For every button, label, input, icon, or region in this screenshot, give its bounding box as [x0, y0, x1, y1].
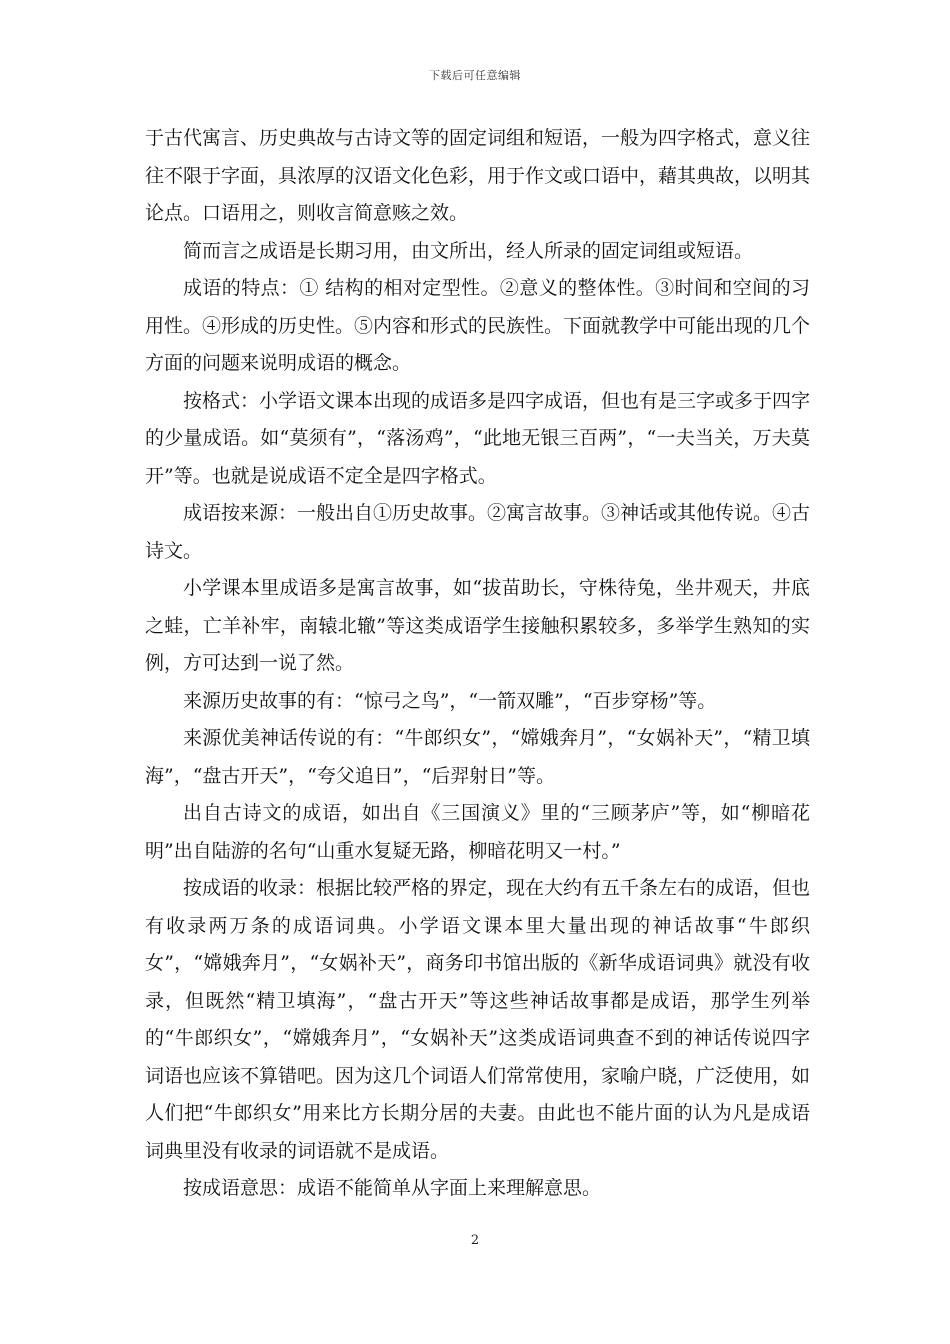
page-header: 下载后可任意编辑	[429, 69, 521, 82]
paragraph-9: 出自古诗文的成语，如出自《三国演义》里的“三顾茅庐”等，如“柳暗花明”出自陆游的名句“山重水复疑无路，柳暗花明又一村。”	[145, 802, 810, 862]
paragraph-7: 来源历史故事的有：“惊弓之鸟”，“一箭双雕”，“百步穿杨”等。	[183, 689, 717, 712]
paragraph-1: 于古代寓言、历史典故与古诗文等的固定词组和短语，一般为四字格式，意义往往不限于字面，具浓厚的汉语文化色彩，用于作文或口语中，藉其典故，以明其论点。口语用之，则收言简意赅之效。	[145, 127, 811, 224]
page-number: 2	[470, 1233, 480, 1248]
paragraph-10: 按成语的收录：根据比较严格的界定，现在大约有五千条左右的成语，但也有收录两万条的成语词典。小学语文课本里大量出现的神话故事“牛郎织女”，“嫦娥奔月”，“女娲补天”，商务印书馆出版的《新华成语词典》就没有收录，但既然“精卫填海”，“盘古开天”等这些神话故事都是成语，那学生列举的“牛郎织女”，“嫦娥奔月”，“女娲补天”这类成语词典查不到的神话传说四字词语也应该不算错吧。因为这几个词语人们常常使用，家喻户晓，广泛使用，如人们把“牛郎织女”用来比方长期分居的夫妻。由此也不能片面的认为凡是成语词典里没有收录的词语就不是成语。	[145, 877, 811, 1162]
paragraph-8: 来源优美神话传说的有：“牛郎织女”，“嫦娥奔月”，“女娲补天”，“精卫填海”，“盘古开天”，“夸父追日”，“后羿射日”等。	[145, 727, 810, 787]
paragraph-5: 成语按来源：一般出自①历史故事。②寓言故事。③神话或其他传说。④古诗文。	[145, 502, 811, 562]
paragraph-6: 小学课本里成语多是寓言故事，如“拔苗助长，守株待兔，坐井观天，井底之蛙，亡羊补牢，南辕北辙”等这类成语学生接触积累较多，多举学生熟知的实例，方可达到一说了然。	[145, 577, 810, 674]
paragraph-2: 简而言之成语是长期习用，由文所出，经人所录的固定词组或短语。	[183, 239, 754, 262]
paragraph-11: 按成语意思：成语不能简单从字面上来理解意思。	[183, 1177, 602, 1199]
paragraph-4: 按格式：小学语文课本出现的成语多是四字成语，但也有是三字或多于四字的少量成语。如“莫须有”，“落汤鸡”，“此地无银三百两”，“一夫当关，万夫莫开”等。也就是说成语不定全是四字格式。	[145, 389, 811, 487]
body-text	[145, 120, 810, 1208]
paragraph-3: 成语的特点：① 结构的相对定型性。②意义的整体性。③时间和空间的习用性。④形成的历史性。⑤内容和形式的民族性。下面就教学中可能出现的几个方面的问题来说明成语的概念。	[145, 277, 811, 374]
